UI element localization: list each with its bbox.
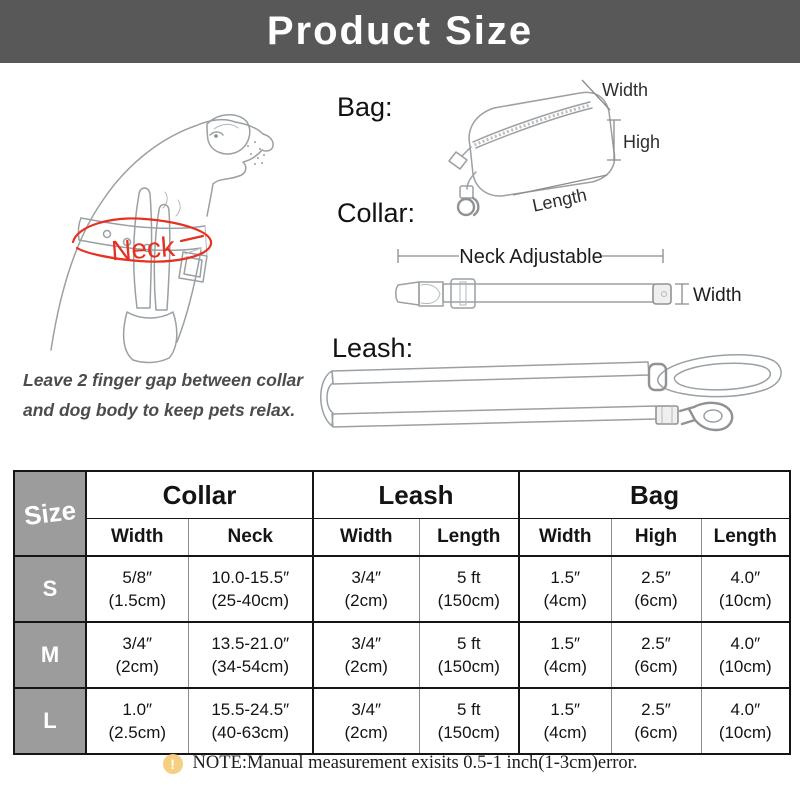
size-chart-table [13,470,791,755]
cell-value-inch: 10.0-15.5″ [211,568,290,587]
table-cell [188,622,313,688]
table-cell [419,622,519,688]
cell-value-inch: 5/8″ [122,568,153,587]
cell-value-cm: (150cm) [437,591,500,610]
table-cell [313,688,419,754]
cell-value-cm: (2cm) [344,723,388,742]
cell-value-cm: (2.5cm) [108,723,167,742]
cell-value-cm: (4cm) [543,591,587,610]
col-header-leash-width: Width [313,519,419,557]
fit-caption-line2: and dog body to keep pets relax. [23,400,296,420]
collar-section-label: Collar: [337,198,416,228]
cell-value-inch: 3/4″ [351,634,382,653]
table-cell [313,556,419,622]
table-cell [188,688,313,754]
title-banner [0,0,800,63]
table-cell [519,688,611,754]
cell-value-cm: (2cm) [115,657,159,676]
bag-illustration [440,68,800,218]
table-cell [419,688,519,754]
cell-value-cm: (2cm) [344,657,388,676]
leash-illustration [322,348,800,460]
cell-value-cm: (4cm) [543,657,587,676]
bag-high-label: High [623,132,661,152]
col-header-collar-neck: Neck [188,519,313,557]
table-cell [188,556,313,622]
note-text: NOTE:Manual measurement exisits 0.5-1 inch(1-3cm)error. [192,753,638,773]
bag-length-label: Length [530,184,589,216]
sketch-hand-fingers [124,188,177,362]
corner-size-text: Size [22,494,78,532]
leash-ferrule [656,406,678,424]
group-header-row [14,471,790,519]
collar-illustration [385,238,765,318]
table-cell [611,556,701,622]
table-cell [701,622,790,688]
cell-value-inch: 15.5-24.5″ [211,700,290,719]
table-row [14,622,790,688]
group-header-bag: Bag [519,471,790,519]
bag-section-label: Bag: [337,92,393,122]
leash-snap-hook [680,403,732,430]
cell-value-inch: 5 ft [456,568,481,587]
fit-caption [23,365,323,425]
cell-value-cm: (25-40cm) [211,591,289,610]
table-cell [611,688,701,754]
group-header-leash: Leash [313,471,519,519]
row-size-label: S [14,556,86,622]
fit-caption-line1: Leave 2 finger gap between collar [23,370,304,390]
bag-width-label: Width [602,80,649,100]
page-title: Product Size [266,9,534,53]
cell-value-inch: 1.0″ [122,700,153,719]
collar-adjustable-dimension [398,246,663,268]
cell-value-inch: 1.5″ [550,634,581,653]
row-size-label: L [14,688,86,754]
cell-value-cm: (6cm) [634,591,678,610]
cell-value-cm: (10cm) [718,591,772,610]
cell-value-inch: 2.5″ [641,700,671,719]
cell-value-inch: 5 ft [456,634,481,653]
table-cell [419,556,519,622]
cell-value-cm: (10cm) [718,657,772,676]
table-cell [519,556,611,622]
cell-value-cm: (1.5cm) [108,591,167,610]
collar-drawing [396,279,671,308]
leash-section-label: Leash: [332,333,414,363]
neck-label: Neck [110,230,176,267]
col-header-collar-width: Width [86,519,188,557]
cell-value-inch: 5 ft [456,700,481,719]
cell-value-inch: 3/4″ [122,634,153,653]
cell-value-cm: (40-63cm) [211,723,289,742]
neck-pointer-line [181,236,203,241]
collar-width-label: Width [693,285,742,306]
whisker-dots [247,141,265,165]
col-header-bag-length: Length [701,519,790,557]
cell-value-cm: (150cm) [437,657,500,676]
collar-width-dimension [675,284,742,306]
table-cell [313,622,419,688]
cell-value-inch: 4.0″ [730,568,761,587]
table-cell [86,622,188,688]
group-header-collar: Collar [86,471,313,519]
cell-value-inch: 3/4″ [351,700,382,719]
cell-value-cm: (2cm) [344,591,388,610]
sub-header-row [14,519,790,557]
table-cell [701,556,790,622]
table-cell [86,688,188,754]
table-row [14,556,790,622]
cell-value-inch: 1.5″ [550,568,581,587]
collar-adjustable-label: Neck Adjustable [459,246,603,268]
cell-value-inch: 4.0″ [730,634,761,653]
cell-value-cm: (10cm) [718,723,772,742]
warning-icon: ! [163,754,183,774]
col-header-bag-high: High [611,519,701,557]
cell-value-cm: (6cm) [634,657,678,676]
cell-value-cm: (34-54cm) [211,657,289,676]
cell-value-inch: 4.0″ [730,700,761,719]
cell-value-inch: 3/4″ [351,568,382,587]
col-header-leash-length: Length [419,519,519,557]
cell-value-cm: (6cm) [634,723,678,742]
cell-value-inch: 2.5″ [641,568,671,587]
corner-size-header [14,471,86,556]
col-header-bag-width: Width [519,519,611,557]
table-cell [611,622,701,688]
table-cell [519,622,611,688]
dog-collar-fit-illustration [15,72,325,364]
cell-value-inch: 13.5-21.0″ [211,634,290,653]
table-cell [701,688,790,754]
leash-drawing [321,355,781,430]
handle-ring [649,364,666,390]
measurement-note [0,753,800,774]
cell-value-cm: (150cm) [437,723,500,742]
table-cell [86,556,188,622]
table-row [14,688,790,754]
cell-value-inch: 1.5″ [550,700,581,719]
row-size-label: M [14,622,86,688]
cell-value-cm: (4cm) [543,723,587,742]
size-chart-body [14,556,790,754]
bag-high-line [607,120,621,160]
cell-value-inch: 2.5″ [641,634,671,653]
